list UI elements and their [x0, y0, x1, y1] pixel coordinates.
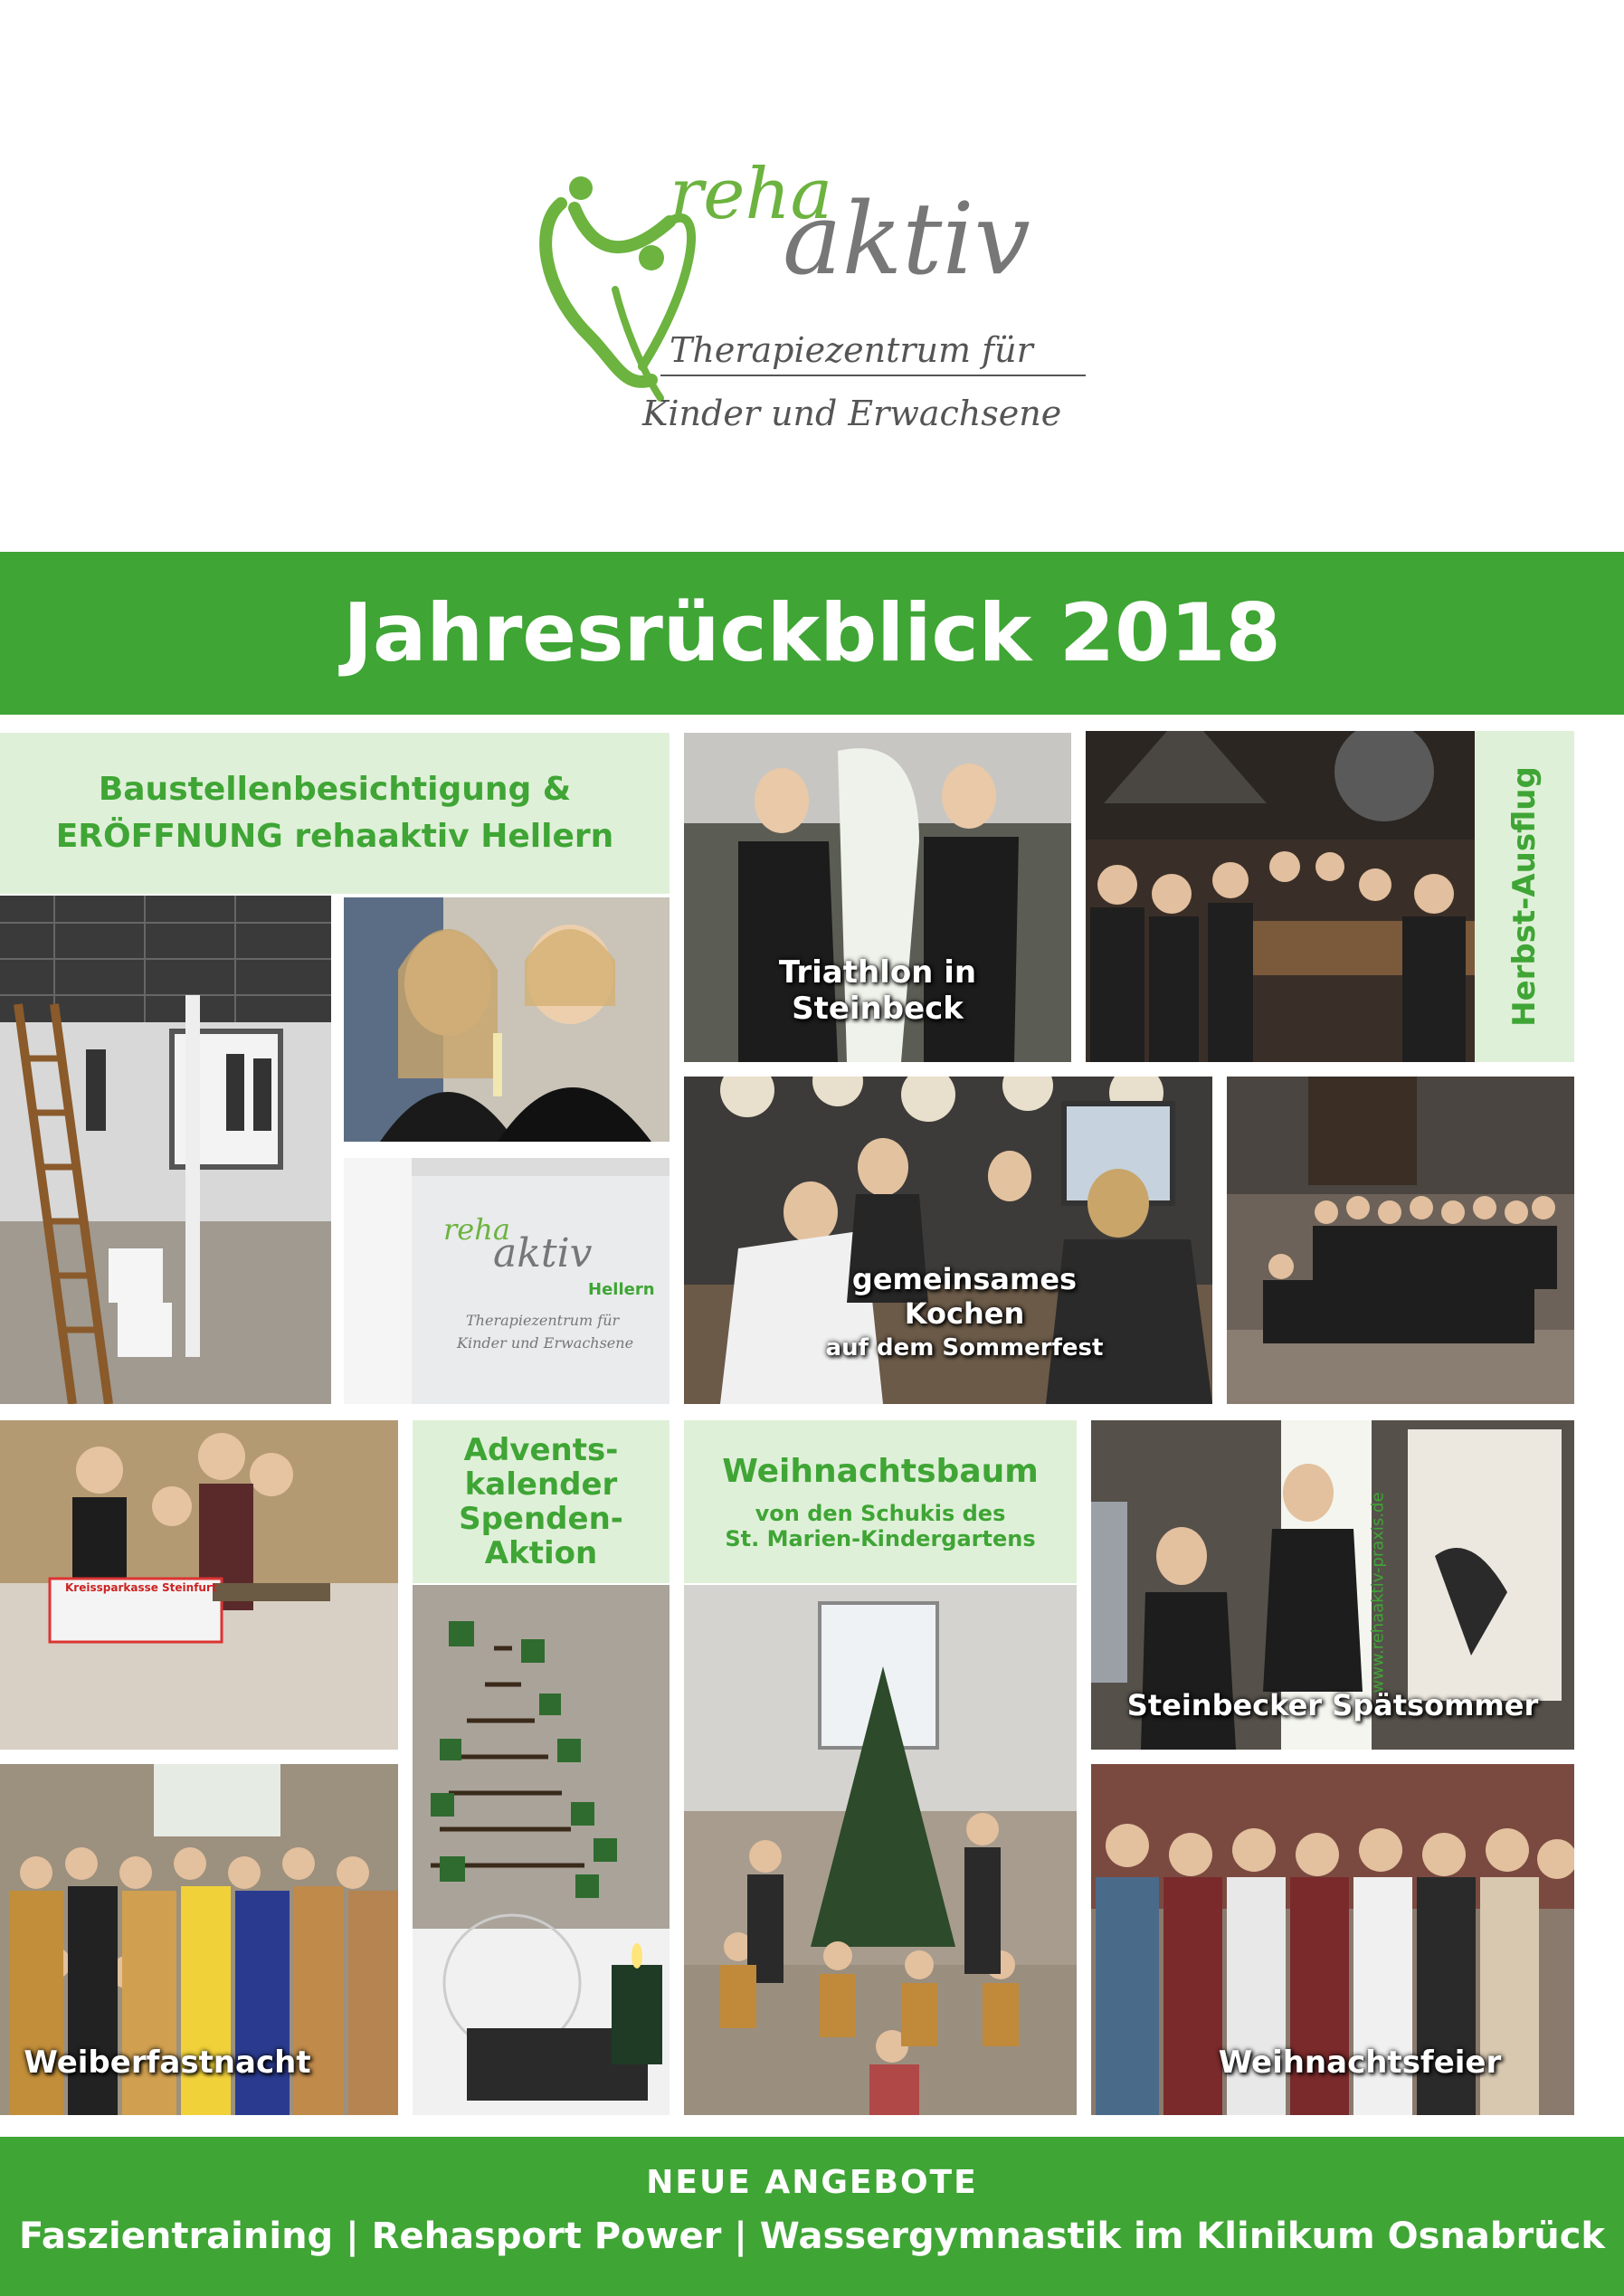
advent-calendar-photo: [413, 1585, 670, 2115]
logo-word-reha: reha: [670, 154, 833, 235]
rehaaktiv-logo: [534, 154, 1095, 452]
herbst-ausflug-photo: [1086, 731, 1475, 1062]
logo-subtitle-1: Therapiezentrum für: [670, 330, 1033, 370]
banner-url-label: www.rehaaktiv-praxis.de: [1368, 1491, 1388, 1694]
hellern-sign-photo: [344, 1158, 670, 1404]
weihnachtsbaum-panel: [684, 1420, 1077, 1583]
footer-offers: Faszientraining | Rehasport Power | Wassergymnastik im Klinikum Osnabrück: [18, 2215, 1606, 2257]
advent-line-4: Aktion: [484, 1535, 598, 1571]
check-bank-label: Kreissparkasse Steinfurt: [65, 1581, 217, 1594]
weihnachtsbaum-line-2: St. Marien-Kindergartens: [725, 1525, 1036, 1551]
donation-check-photo: [0, 1420, 398, 1750]
kochen-caption-line-1: gemeinsames: [851, 1262, 1078, 1296]
spaetsommer-caption: Steinbecker Spätsommer: [1126, 1688, 1539, 1722]
triathlon-caption-line-2: Steinbeck: [792, 991, 964, 1027]
construction-site-photo: [0, 896, 331, 1404]
toast-photo: [344, 897, 670, 1142]
restaurant-group-icon: [1086, 731, 1475, 1062]
baustelle-title-line-1: Baustellenbesichtigung &: [98, 771, 572, 808]
sign-place: Hellern: [588, 1280, 655, 1299]
triathlon-caption-line-1: Triathlon in: [778, 954, 977, 991]
baustelle-title-line-2: ERÖFFNUNG rehaaktiv Hellern: [55, 818, 614, 855]
sign-sub-2: Kinder und Erwachsene: [457, 1334, 634, 1352]
herbst-ausflug-label: Herbst-Ausflug: [1506, 766, 1543, 1027]
advent-line-2: kalender: [464, 1466, 618, 1503]
kochen-caption-line-3: auf dem Sommerfest: [825, 1334, 1104, 1361]
title-banner: [0, 552, 1624, 715]
advent-line-3: Spenden-: [459, 1501, 623, 1537]
weiberfastnacht-photo: [0, 1764, 398, 2115]
triathlon-caption: [684, 954, 1071, 1027]
triathlon-photo: [684, 733, 1071, 1062]
kochen-caption: [793, 1262, 1136, 1365]
team-group-icon: [1227, 1077, 1574, 1404]
logo-subtitle-2: Kinder und Erwachsene: [642, 394, 1062, 433]
calendar-tree-icon: [413, 1585, 670, 2115]
construction-scene-icon: [0, 896, 331, 1404]
weihnachtsfeier-photo: [1091, 1764, 1574, 2115]
two-women-icon: [344, 897, 670, 1142]
weiberfastnacht-caption: Weiberfastnacht: [24, 2045, 311, 2081]
weihnachtsfeier-caption: Weihnachtsfeier: [1218, 2045, 1502, 2081]
sign-word-reha: reha: [443, 1212, 510, 1247]
kochen-photo: [684, 1077, 1212, 1404]
sign-sub-1: Therapiezentrum für: [466, 1312, 620, 1329]
baustelle-panel: [0, 733, 670, 894]
team-photo: [1227, 1077, 1574, 1404]
advent-panel: [413, 1420, 670, 1583]
weihnachtsbaum-title: Weihnachtsbaum: [722, 1452, 1039, 1490]
kids-tree-icon: [684, 1585, 1077, 2115]
herbst-ausflug-panel: [1475, 731, 1574, 1062]
kochen-caption-line-2: Kochen: [904, 1296, 1025, 1331]
footer-banner: [0, 2137, 1624, 2296]
footer-heading: NEUE ANGEBOTE: [646, 2164, 978, 2201]
page-title: Jahresrückblick 2018: [343, 586, 1281, 679]
spaetsommer-photo: [1091, 1420, 1574, 1750]
advent-line-1: Advents-: [463, 1432, 619, 1468]
weihnachtsbaum-line-1: von den Schukis des: [755, 1500, 1006, 1526]
christmas-tree-photo: [684, 1585, 1077, 2115]
sign-word-aktiv: aktiv: [493, 1230, 593, 1276]
logo-word-aktiv: aktiv: [783, 181, 1030, 297]
